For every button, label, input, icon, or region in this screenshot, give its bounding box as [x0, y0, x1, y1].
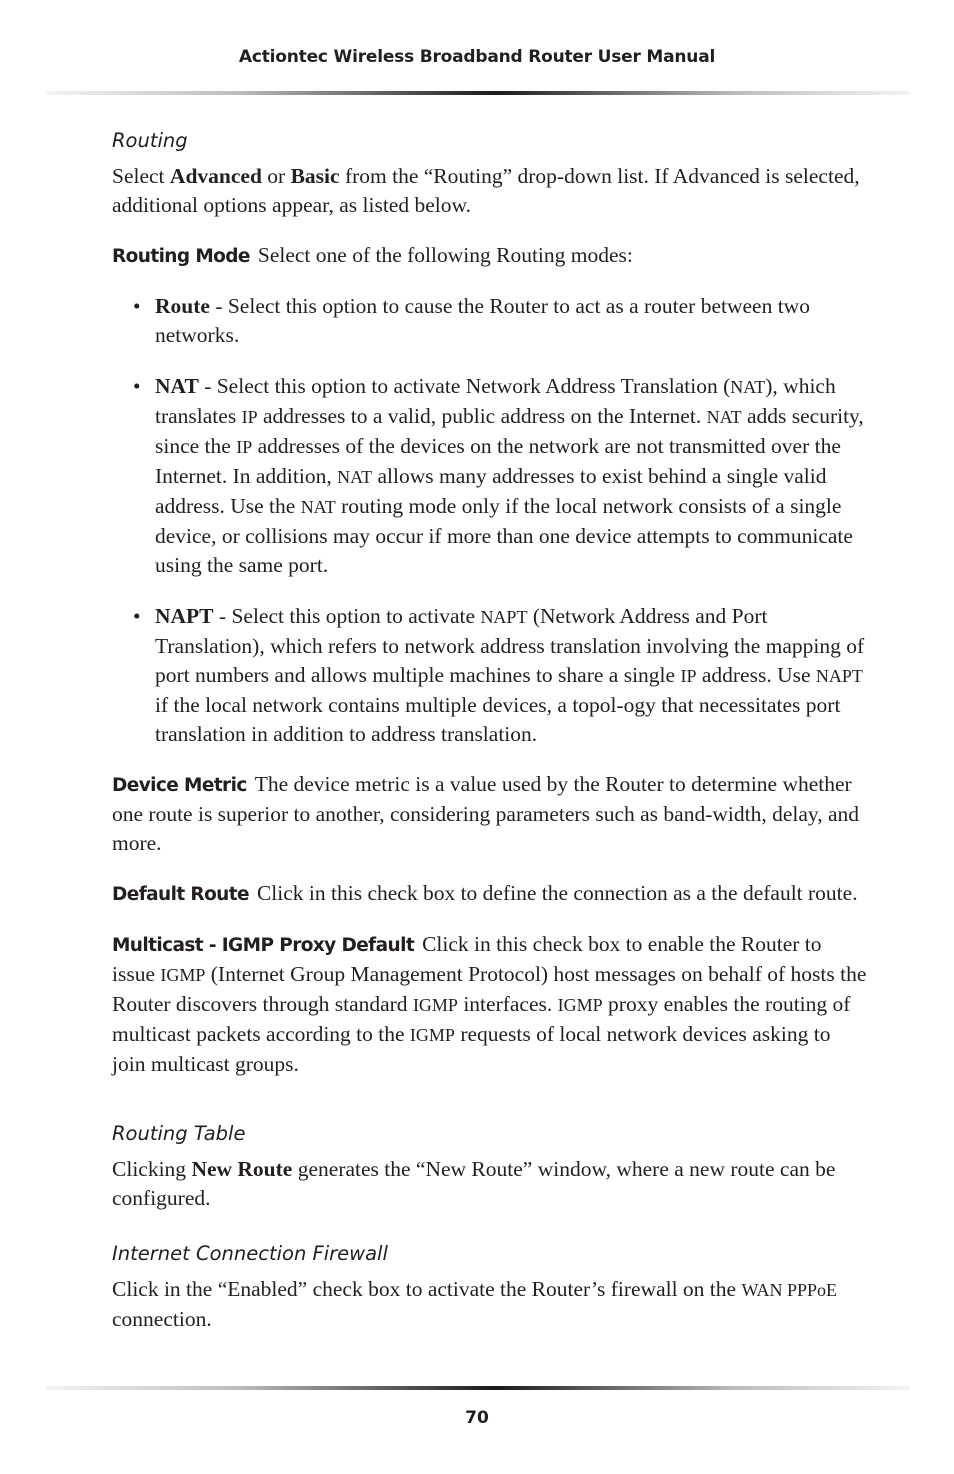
term-default-route: Default Route — [112, 884, 249, 905]
text-run: routing mode only if the local network consists of a single device, or collisions may occur if more than one device attempts to communicate using the same port. — [155, 494, 853, 577]
device-metric-paragraph — [112, 770, 868, 858]
page-number: 70 — [465, 1408, 489, 1428]
text-run: allows many addresses to exist behind a single valid address. Use the — [155, 464, 827, 518]
text-run: connection. — [112, 1307, 212, 1331]
text-run: requests of local network devices asking to join multicast groups. — [112, 1022, 831, 1076]
routing-mode-list — [112, 292, 868, 749]
routing-table-paragraph — [112, 1155, 868, 1213]
bullet-glyph: • — [133, 374, 141, 398]
term-napt: NAPT — [155, 604, 214, 628]
section-title-routing-table: Routing Table — [112, 1122, 246, 1145]
routing-mode-paragraph — [112, 241, 868, 271]
text-run: addresses of the devices on the network are not transmitted over the Internet. In addition, — [155, 434, 841, 488]
multicast-paragraph — [112, 930, 868, 1079]
term-routing-mode: Routing Mode — [112, 246, 250, 267]
acronym: NAPT — [480, 607, 528, 627]
acronym: WAN PPPoE — [741, 1280, 837, 1300]
text-run: address. Use — [696, 663, 816, 687]
bold-basic: Basic — [290, 164, 340, 188]
text-run: (Network Address and Port Translation), which refers to network address translation involving the mapping of port numbers and allows multiple machines to share a single — [155, 604, 865, 687]
acronym: IP — [241, 407, 258, 427]
acronym: NAT — [706, 407, 742, 427]
list-item-napt — [112, 602, 868, 749]
list-item-route — [112, 292, 868, 350]
text-run: - Select this option to activate Network Address Translation ( — [198, 374, 731, 398]
text-run: adds security, since the — [155, 404, 864, 458]
section-title-routing: Routing — [112, 129, 188, 152]
routing-intro — [112, 162, 868, 220]
acronym: NAT — [300, 497, 336, 517]
text-run: Click in the “Enabled” check box to activate the Router’s firewall on the — [112, 1277, 742, 1301]
page-body — [112, 128, 868, 1355]
running-header: Actiontec Wireless Broadband Router User Manual — [238, 47, 716, 67]
header-rule — [46, 91, 910, 95]
text-run: The device metric is a value used by the Router to determine whether one route is superior to another, considering parameters such as band-width, delay, and more. — [112, 772, 860, 855]
list-item-nat — [112, 372, 868, 580]
term-route: Route — [155, 294, 210, 318]
text-run: - Select this option to cause the Router to act as a router between two networks. — [155, 294, 810, 347]
acronym: NAPT — [815, 666, 863, 686]
acronym: NAT — [730, 377, 766, 397]
acronym: IGMP — [160, 965, 206, 985]
section-title-firewall: Internet Connection Firewall — [112, 1242, 388, 1265]
bullet-glyph: • — [133, 294, 141, 318]
text-run: ), which translates — [155, 374, 836, 428]
bullet-glyph: • — [133, 604, 141, 628]
firewall-paragraph — [112, 1275, 868, 1334]
bold-new-route: New Route — [191, 1157, 293, 1181]
acronym: IP — [680, 666, 697, 686]
text-run: addresses to a valid, public address on the Internet. — [257, 404, 707, 428]
acronym: NAT — [337, 467, 373, 487]
text-run: Select — [112, 164, 170, 188]
text-run: (Internet Group Management Protocol) host messages on behalf of hosts the Router discovers through standard — [112, 962, 867, 1016]
text-run: Click in this check box to enable the Router to issue — [112, 932, 822, 986]
text-run: - Select this option to activate — [213, 604, 481, 628]
bold-advanced: Advanced — [169, 164, 262, 188]
acronym: IGMP — [557, 995, 603, 1015]
acronym: IGMP — [409, 1025, 455, 1045]
text-run: if the local network contains multiple devices, a topol-ogy that necessitates port translation in addition to address translation. — [155, 693, 841, 746]
text-run: Select one of the following Routing modes: — [257, 243, 633, 267]
text-run: or — [261, 164, 291, 188]
text-run: proxy enables the routing of multicast packets according to the — [112, 992, 851, 1046]
term-nat: NAT — [155, 374, 199, 398]
text-run: Clicking — [112, 1157, 192, 1181]
text-run: Click in this check box to define the connection as a the default route. — [256, 881, 858, 905]
acronym: IGMP — [412, 995, 458, 1015]
text-run: from the “Routing” drop-down list. If Advanced is selected, additional options appear, as listed below. — [112, 164, 860, 217]
default-route-paragraph — [112, 879, 868, 909]
term-device-metric: Device Metric — [112, 775, 247, 796]
footer-rule — [46, 1386, 910, 1390]
text-run: interfaces. — [457, 992, 558, 1016]
term-multicast-igmp: Multicast - IGMP Proxy Default — [112, 935, 415, 956]
acronym: IP — [236, 437, 253, 457]
text-run: generates the “New Route” window, where a new route can be configured. — [112, 1157, 836, 1210]
